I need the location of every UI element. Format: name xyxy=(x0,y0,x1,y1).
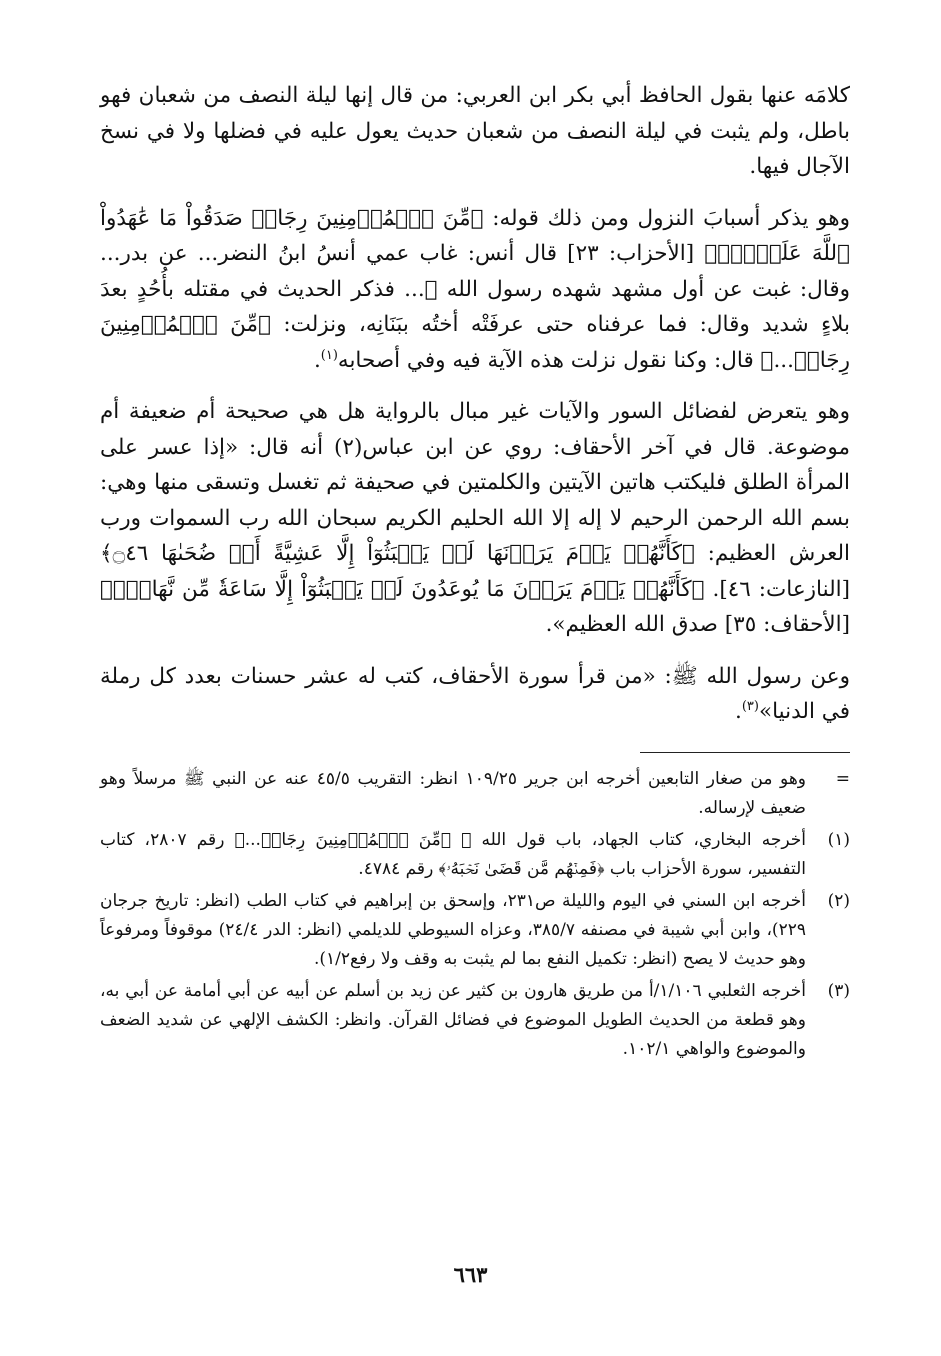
footnote-number: (٣) xyxy=(827,980,850,1001)
footnote-continued xyxy=(100,765,850,823)
paragraph-3 xyxy=(100,394,850,643)
footnote-text: أخرجه البخاري، كتاب الجهاد، باب قول الله ﷻ ﴿مِّنَ ٱلۡمُؤۡمِنِينَ رِجَالٞ...﴾ رقم ٢٨٠٧، كتاب التفسير، سورة الأحزاب باب ﴿فَمِنۡهُم مَّن قَضَىٰ نَحۡبَهُۥ﴾ رقم ٤٧٨٤. xyxy=(100,829,806,879)
paragraph-4-text: وعن رسول الله ﷺ: «من قرأ سورة الأحقاف، كتب له عشر حسنات بعدد كل رملة في الدنيا» xyxy=(100,663,850,724)
footnote-3 xyxy=(100,977,850,1064)
footnote-text: أخرجه ابن السني في اليوم والليلة ص٢٣١، وإسحق بن إبراهيم في كتاب الطب (انظر: تاريخ جرجان ٢٢٩)، وابن أبي شيبة في مصنفه ٣٨٥/٧، وعزاه السيوطي للديلمي (انظر: الدر ٢٤/٤) موقوفاً ومرفوعاً وهو حديث لا يصح (انظر: تكميل النفع بما لم يثبت به وقف ولا رفع١/٢). xyxy=(100,890,806,969)
paragraph-2: وهو يذكر أسبابَ النزول ومن ذلك قوله: ﴿مِّنَ ٱلۡمُؤۡمِنِينَ رِجَالٞ صَدَقُواْ مَا عَٰهَدُواْ ٱللَّهَ عَلَيۡهِۖ﴾ [الأحزاب: ٢٣] قال أنس: غاب عمي أنسُ ابنُ النضر... عن بدر... وقال: غبت عن أول مشهد شهده رسول الله ﷺ... فذكر الحديث في مقتله بأُحُدٍ بعدَ بلاءٍ شديد وقال: فما عرفناه حتى عرفَتْه أختُه ببَنَانِه، ونزلت: ﴿مِّنَ ٱلۡمُؤۡمِنِينَ رِجَالٞ...﴾ قال: وكنا نقول نزلت هذه الآية فيه وفي أصحابه$^{(١)}$. xyxy=(100,205,850,373)
paragraph-4: وعن رسول الله ﷺ: «من قرأ سورة الأحقاف، كتب له عشر حسنات بعدد كل رملة في الدنيا»$^{(٣)}$. xyxy=(100,663,850,724)
paragraph-1 xyxy=(100,78,850,185)
footnote-text: وهو من صغار التابعين أخرجه ابن جرير ١٠٩/٢٥ انظر: التقريب ٤٥/٥ عنه عن النبي ﷺ مرسلاً وهو ضعيف لإرساله. xyxy=(100,768,807,818)
footnote-number: (١) xyxy=(827,829,850,850)
footnote-ref-1[interactable]: (١) xyxy=(320,347,338,363)
footnotes xyxy=(100,765,850,1064)
body-text xyxy=(100,78,850,730)
footnote-ref-3[interactable]: (٣) xyxy=(741,698,759,714)
page-content xyxy=(100,78,850,1067)
footnote-text: أخرجه الثعلبي ١/١٠٦/أ من طريق هارون بن كثير عن زيد بن أسلم عن أبيه عن أبي أمامة عن أبي به، وهو قطعة من الحديث الطويل الموضوع في فضائل القرآن. وانظر: الكشف الإلهي عن شديد الضعف والموضوع والواهي ١٠٢/١. xyxy=(100,980,806,1059)
page-number: ٦٦٣ xyxy=(453,1262,488,1287)
footnote-number: (٢) xyxy=(827,890,850,911)
paragraph-2-text: وهو يذكر أسبابَ النزول ومن ذلك قوله: ﴿مِّنَ ٱلۡمُؤۡمِنِينَ رِجَالٞ صَدَقُواْ مَا عَٰهَدُواْ ٱللَّهَ عَلَيۡهِۖ﴾ [الأحزاب: ٢٣] قال أنس: غاب عمي أنسُ ابنُ النضر... عن بدر... وقال: غبت عن أول مشهد شهده رسول الله ﷺ... فذكر الحديث في مقتله بأُحُدٍ بعدَ بلاءٍ شديد وقال: فما عرفناه حتى عرفَتْه أختُه ببَنَانِه، ونزلت: ﴿مِّنَ ٱلۡمُؤۡمِنِينَ رِجَالٞ...﴾ قال: وكنا نقول نزلت هذه الآية فيه وفي أصحابه xyxy=(100,205,850,373)
paragraph-3-text: وهو يتعرض لفضائل السور والآيات غير مبال بالرواية هل هي صحيحة أم ضعيفة أم موضوعة. قال في آخر الأحقاف: روي عن ابن عباس(٢) أنه قال: «إذا عسر على المرأة الطلق فليكتب هاتين الآيتين والكلمتين في صحيفة ثم تغسل وتسقى منها وهي: بسم الله الرحمن الرحيم لا إله إلا الله الحليم الكريم سبحان الله رب السموات ورب العرش العظيم: ﴿كَأَنَّهُمۡ يَوۡمَ يَرَوۡنَهَا لَمۡ يَلۡبَثُوٓاْ إِلَّا عَشِيَّةً أَوۡ ضُحَىٰهَا ۝٤٦﴾ [النازعات: ٤٦]. ﴿كَأَنَّهُمۡ يَوۡمَ يَرَوۡنَ مَا يُوعَدُونَ لَمۡ يَلۡبَثُوٓاْ إِلَّا سَاعَةٗ مِّن نَّهَارِۭ﴾ [الأحقاف: ٣٥] صدق الله العظيم». xyxy=(100,399,851,637)
paragraph-1-text: كلامَه عنها بقول الحافظ أبي بكر ابن العربي: من قال إنها ليلة النصف من شعبان فهو باطل، ولم يثبت في ليلة النصف من شعبان حديث يعول عليه في فضلها ولا في نسخ الآجال فيها. xyxy=(100,83,850,179)
footnote-2 xyxy=(100,887,850,974)
footnote-number: = xyxy=(835,768,850,789)
footnote-1 xyxy=(100,826,850,884)
footnote-divider xyxy=(640,752,850,753)
